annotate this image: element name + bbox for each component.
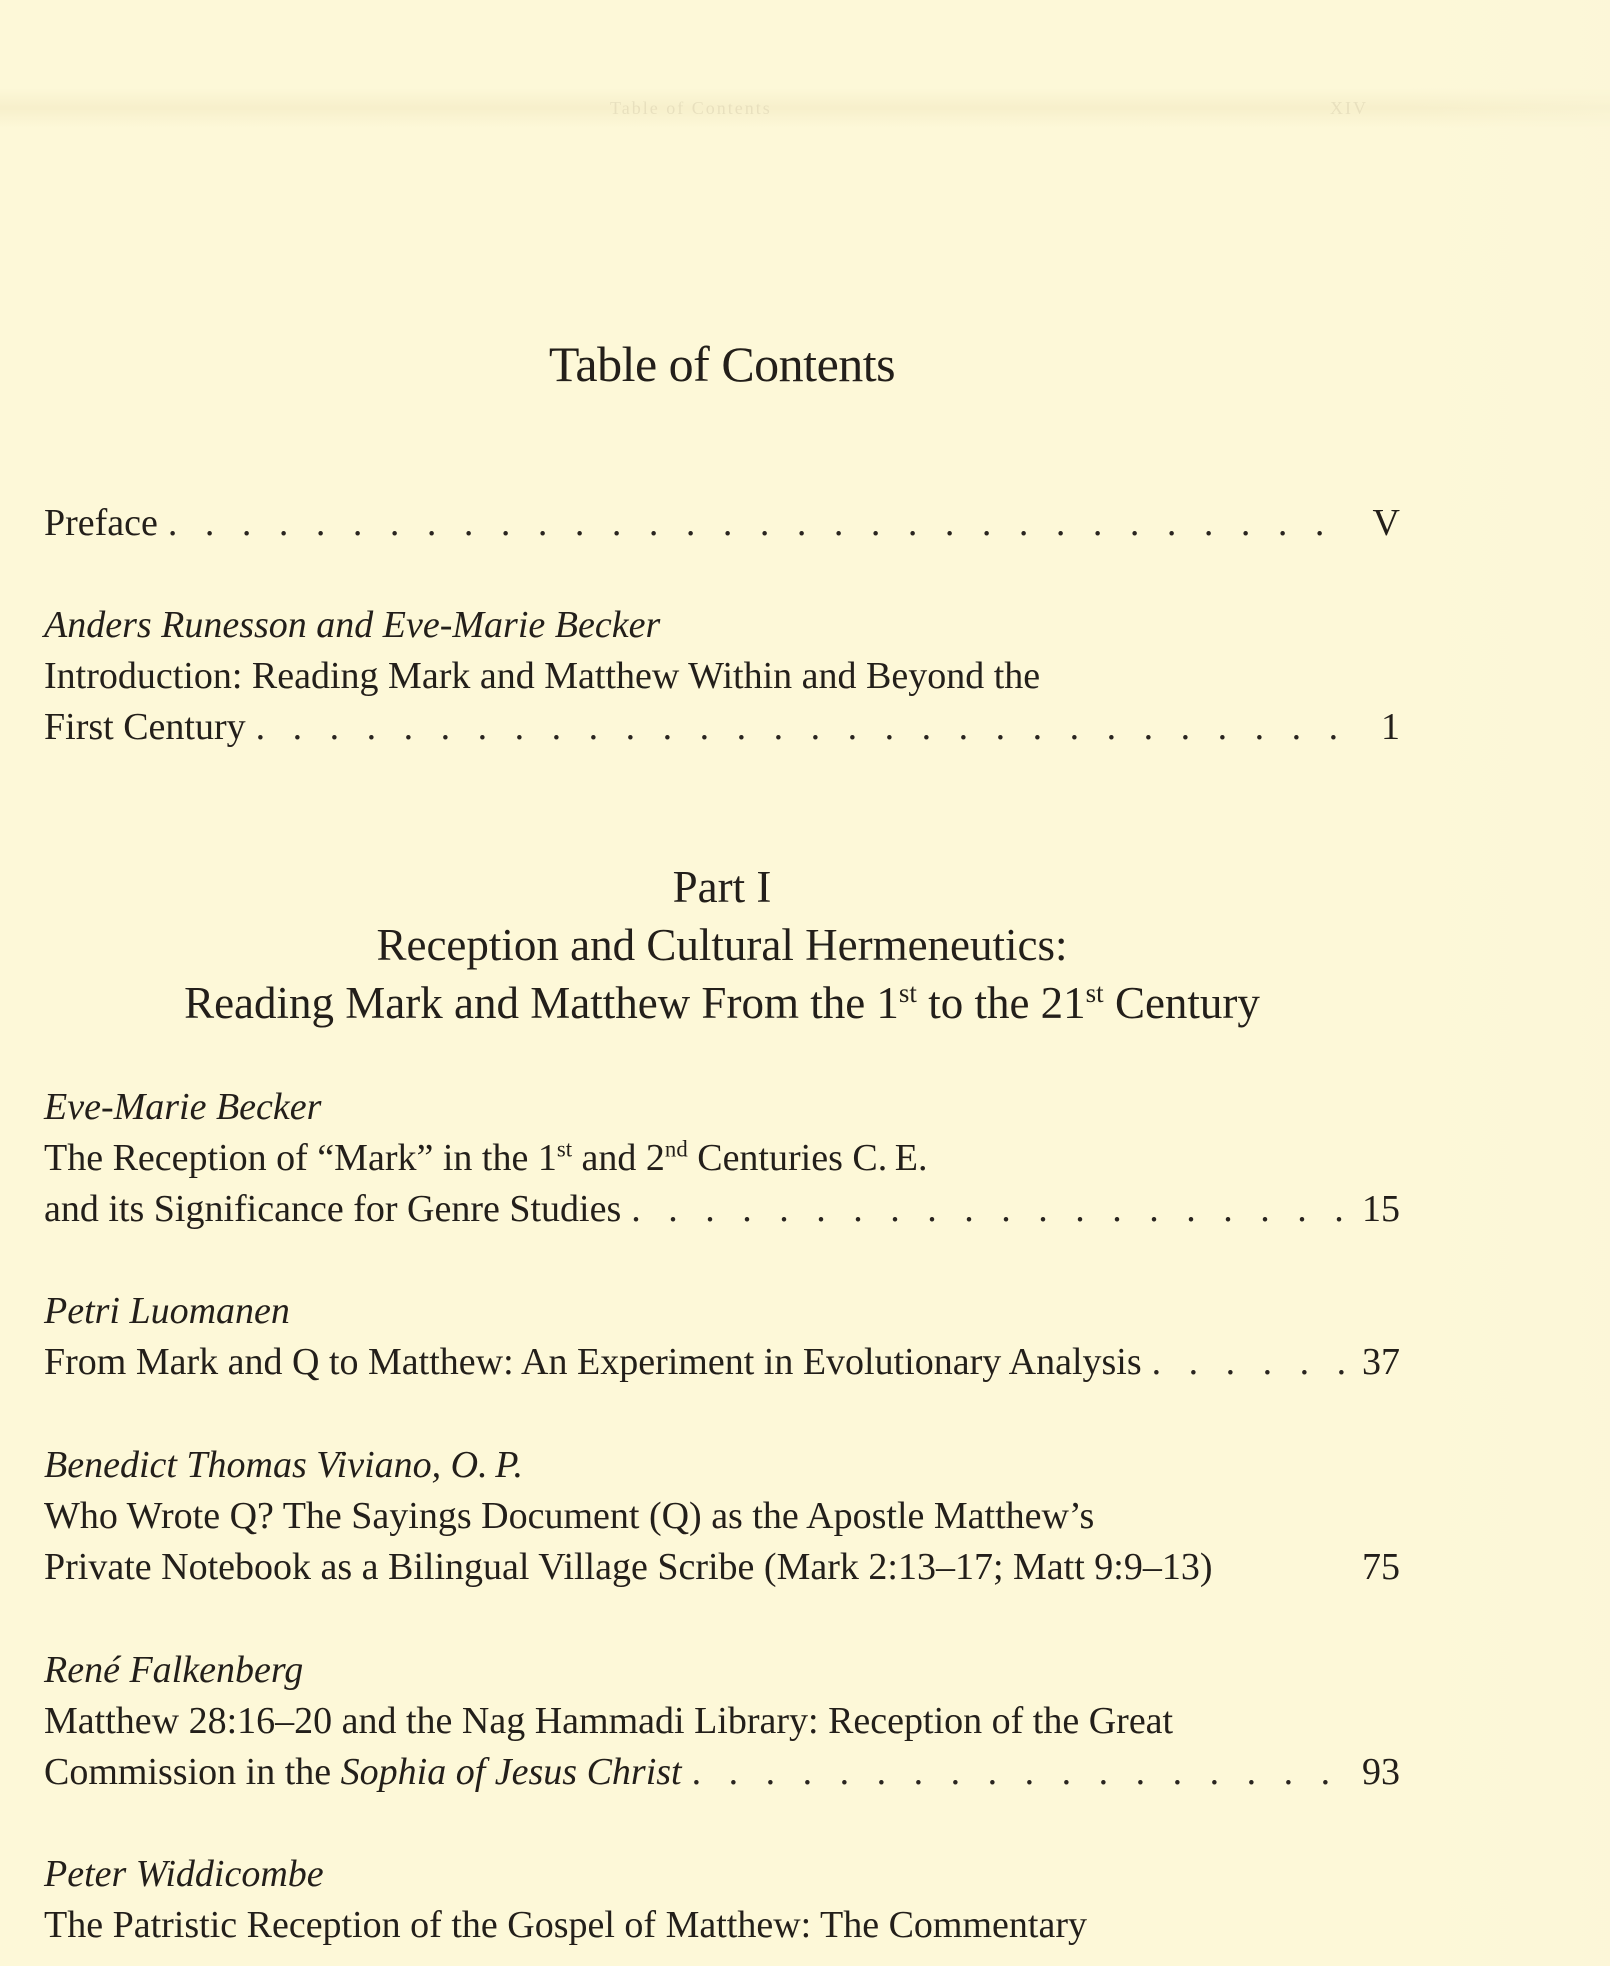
bleed-through-header: [0, 88, 1610, 128]
ordinal-superscript: nd: [664, 1136, 688, 1162]
part-subtitle-1: Reception and Cultural Hermeneutics:: [376, 920, 1068, 970]
toc-entry-preface[interactable]: [44, 498, 1400, 549]
part-heading: [44, 858, 1400, 1032]
part-subtitle-2: [44, 974, 1400, 1032]
part-label: Part I: [672, 862, 772, 912]
toc-entry-widdicombe[interactable]: [44, 1849, 1400, 1951]
entry-title: Preface: [44, 502, 158, 544]
dot-leader: [692, 1747, 1346, 1798]
dot-leader: [1152, 1337, 1346, 1388]
toc-leader-line: [44, 1184, 1400, 1235]
dot-leader: [631, 1184, 1346, 1235]
page-title: Table of Contents: [548, 336, 896, 392]
page-number: 75: [1362, 1546, 1400, 1588]
toc-entry-becker[interactable]: [44, 1082, 1400, 1235]
entry-title-line: Introduction: Reading Mark and Matthew Within and Beyond the: [44, 655, 1041, 697]
entry-title-line: First Century: [44, 706, 246, 748]
page-edge-shading: [1410, 0, 1610, 1966]
title-italic-fragment: Sophia of Jesus Christ: [340, 1751, 682, 1793]
part-subtitle-2-b: to the 21: [916, 978, 1086, 1028]
toc-leader-line: [44, 1747, 1400, 1798]
toc-leader-line: [44, 702, 1400, 753]
title-fragment: and 2: [572, 1137, 665, 1179]
entry-title-line: Matthew 28:16–20 and the Nag Hammadi Library: Reception of the Great: [44, 1700, 1174, 1742]
entry-title-line: [44, 1747, 682, 1798]
bleed-through-title: Table of Contents: [610, 98, 772, 118]
bleed-through-page-number: XIV: [1330, 98, 1368, 118]
ordinal-superscript: st: [1085, 977, 1104, 1008]
toc-leader-line: [44, 498, 1400, 549]
page-number: 1: [1381, 706, 1400, 748]
entry-author: Anders Runesson and Eve-Marie Becker: [44, 604, 661, 646]
ordinal-superscript: st: [898, 977, 917, 1008]
toc-leader-line: [44, 1542, 1400, 1593]
toc-entry-luomanen[interactable]: [44, 1286, 1400, 1388]
title-fragment: The Reception of “Mark” in the 1: [44, 1137, 557, 1179]
entry-title-line: From Mark and Q to Matthew: An Experiment in Evolutionary Analysis: [44, 1341, 1142, 1383]
entry-author: René Falkenberg: [44, 1649, 304, 1691]
entry-author: Petri Luomanen: [44, 1290, 290, 1332]
toc-entry-introduction[interactable]: [44, 600, 1400, 753]
page-number: V: [1372, 502, 1400, 544]
toc-entry-viviano[interactable]: [44, 1440, 1400, 1593]
entry-title-line: [44, 1133, 1400, 1184]
part-subtitle-2-a: Reading Mark and Matthew From the 1: [184, 978, 899, 1028]
page-number: 15: [1362, 1188, 1400, 1230]
title-fragment: Commission in the: [44, 1751, 341, 1793]
page-number: 93: [1362, 1751, 1400, 1793]
entry-title-line: The Patristic Reception of the Gospel of Matthew: The Commentary: [44, 1904, 1087, 1946]
entry-title-line: and its Significance for Genre Studies: [44, 1188, 622, 1230]
entry-title-line: Who Wrote Q? The Sayings Document (Q) as the Apostle Matthew’s: [44, 1495, 1095, 1537]
dot-leader: [168, 498, 1346, 549]
page-number: 37: [1362, 1341, 1400, 1383]
part-subtitle-2-c: Century: [1103, 978, 1260, 1028]
entry-author: Benedict Thomas Viviano, O. P.: [44, 1444, 524, 1486]
entry-author: Eve-Marie Becker: [44, 1086, 322, 1128]
dot-leader: [256, 702, 1346, 753]
entry-author: Peter Widdicombe: [44, 1853, 324, 1895]
toc-leader-line: [44, 1337, 1400, 1388]
entry-title-line: Private Notebook as a Bilingual Village Scribe (Mark 2:13–17; Matt 9:9–13): [44, 1546, 1213, 1588]
title-fragment: Centuries C. E.: [687, 1137, 928, 1179]
toc-entry-falkenberg[interactable]: [44, 1645, 1400, 1798]
ordinal-superscript: st: [556, 1136, 573, 1162]
